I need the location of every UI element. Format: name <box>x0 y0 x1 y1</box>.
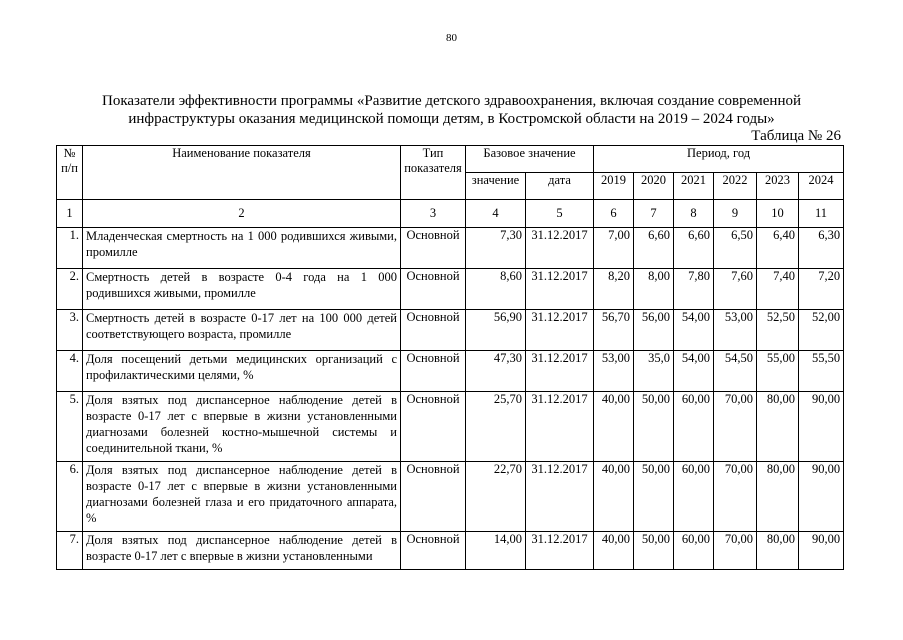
base-value: 47,30 <box>466 351 526 392</box>
row-number: 5. <box>57 392 83 462</box>
year-value: 60,00 <box>674 532 714 570</box>
indicator-type: Основной <box>401 462 466 532</box>
column-index: 2 <box>83 200 401 228</box>
column-index: 11 <box>799 200 844 228</box>
base-date: 31.12.2017 <box>526 392 594 462</box>
indicators-table <box>56 145 844 570</box>
year-value: 7,00 <box>594 228 634 269</box>
row-number: 6. <box>57 462 83 532</box>
column-index: 1 <box>57 200 83 228</box>
year-value: 6,50 <box>714 228 757 269</box>
year-value: 54,00 <box>674 351 714 392</box>
year-value: 40,00 <box>594 532 634 570</box>
year-value: 7,20 <box>799 269 844 310</box>
table-row <box>57 351 844 392</box>
column-index: 4 <box>466 200 526 228</box>
column-index: 3 <box>401 200 466 228</box>
indicator-type: Основной <box>401 532 466 570</box>
header-base-date: дата <box>526 173 594 200</box>
base-value: 25,70 <box>466 392 526 462</box>
header-year: 2023 <box>757 173 799 200</box>
column-index-row <box>57 200 844 228</box>
year-value: 40,00 <box>594 462 634 532</box>
year-value: 90,00 <box>799 462 844 532</box>
row-number: 3. <box>57 310 83 351</box>
year-value: 52,50 <box>757 310 799 351</box>
row-number: 2. <box>57 269 83 310</box>
indicator-type: Основной <box>401 351 466 392</box>
year-value: 6,60 <box>634 228 674 269</box>
header-base-value: значение <box>466 173 526 200</box>
year-value: 55,50 <box>799 351 844 392</box>
year-value: 80,00 <box>757 462 799 532</box>
page-number: 80 <box>446 32 457 44</box>
header-year: 2022 <box>714 173 757 200</box>
table-row <box>57 228 844 269</box>
indicator-name: Смертность детей в возрасте 0-17 лет на 100 000 детей соответствующего возраста, промилле <box>83 310 401 351</box>
base-value: 56,90 <box>466 310 526 351</box>
header-year: 2020 <box>634 173 674 200</box>
table-row <box>57 310 844 351</box>
year-value: 50,00 <box>634 392 674 462</box>
table-row <box>57 462 844 532</box>
base-date: 31.12.2017 <box>526 269 594 310</box>
year-value: 53,00 <box>714 310 757 351</box>
year-value: 60,00 <box>674 462 714 532</box>
column-index: 6 <box>594 200 634 228</box>
year-value: 7,60 <box>714 269 757 310</box>
year-value: 50,00 <box>634 532 674 570</box>
year-value: 8,00 <box>634 269 674 310</box>
year-value: 56,70 <box>594 310 634 351</box>
year-value: 40,00 <box>594 392 634 462</box>
document-title-line-1: Показатели эффективности программы «Развитие детского здравоохранения, включая создание современной <box>101 93 802 109</box>
year-value: 35,0 <box>634 351 674 392</box>
header-base: Базовое значение <box>466 146 594 173</box>
year-value: 70,00 <box>714 462 757 532</box>
document-title <box>60 92 843 128</box>
year-value: 90,00 <box>799 532 844 570</box>
year-value: 70,00 <box>714 392 757 462</box>
header-year: 2019 <box>594 173 634 200</box>
base-date: 31.12.2017 <box>526 532 594 570</box>
indicator-name: Доля посещений детьми медицинских организаций с профилактическими целями, % <box>83 351 401 392</box>
table-caption: Таблица № 26 <box>751 128 841 144</box>
base-date: 31.12.2017 <box>526 351 594 392</box>
header-name: Наименование показателя <box>83 146 401 200</box>
indicator-name: Доля взятых под диспансерное наблюдение детей в возрасте 0-17 лет с впервые в жизни установленными диагнозами болезней глаза и его придаточного аппарата, % <box>83 462 401 532</box>
header-year: 2021 <box>674 173 714 200</box>
year-value: 52,00 <box>799 310 844 351</box>
table-row <box>57 269 844 310</box>
year-value: 80,00 <box>757 392 799 462</box>
column-index: 5 <box>526 200 594 228</box>
header-year: 2024 <box>799 173 844 200</box>
base-value: 7,30 <box>466 228 526 269</box>
column-index: 9 <box>714 200 757 228</box>
base-date: 31.12.2017 <box>526 462 594 532</box>
indicator-type: Основной <box>401 392 466 462</box>
document-title-line-2: инфраструктуры оказания медицинской помощи детям, в Костромской области на 2019 – 2024 годы» <box>128 111 775 127</box>
row-number: 4. <box>57 351 83 392</box>
indicator-name: Младенческая смертность на 1 000 родившихся живыми, промилле <box>83 228 401 269</box>
indicator-name: Смертность детей в возрасте 0-4 года на 1 000 родившихся живыми, промилле <box>83 269 401 310</box>
row-number: 7. <box>57 532 83 570</box>
base-date: 31.12.2017 <box>526 310 594 351</box>
row-number: 1. <box>57 228 83 269</box>
year-value: 50,00 <box>634 462 674 532</box>
year-value: 70,00 <box>714 532 757 570</box>
table-row <box>57 532 844 570</box>
column-index: 10 <box>757 200 799 228</box>
base-value: 22,70 <box>466 462 526 532</box>
header-type: Тип показателя <box>401 146 466 200</box>
indicator-name: Доля взятых под диспансерное наблюдение детей в возрасте 0-17 лет с впервые в жизни установленными <box>83 532 401 570</box>
year-value: 54,50 <box>714 351 757 392</box>
column-index: 7 <box>634 200 674 228</box>
year-value: 54,00 <box>674 310 714 351</box>
column-index: 8 <box>674 200 714 228</box>
header-no: № п/п <box>57 146 83 200</box>
year-value: 6,40 <box>757 228 799 269</box>
year-value: 7,40 <box>757 269 799 310</box>
year-value: 90,00 <box>799 392 844 462</box>
base-date: 31.12.2017 <box>526 228 594 269</box>
indicator-name: Доля взятых под диспансерное наблюдение детей в возрасте 0-17 лет с впервые в жизни установленными диагнозами болезней костно-мышечной системы и соединительной ткани, % <box>83 392 401 462</box>
year-value: 7,80 <box>674 269 714 310</box>
year-value: 6,60 <box>674 228 714 269</box>
base-value: 8,60 <box>466 269 526 310</box>
year-value: 55,00 <box>757 351 799 392</box>
header-period: Период, год <box>594 146 844 173</box>
year-value: 8,20 <box>594 269 634 310</box>
year-value: 6,30 <box>799 228 844 269</box>
year-value: 56,00 <box>634 310 674 351</box>
year-value: 53,00 <box>594 351 634 392</box>
indicator-type: Основной <box>401 269 466 310</box>
base-value: 14,00 <box>466 532 526 570</box>
indicator-type: Основной <box>401 310 466 351</box>
year-value: 80,00 <box>757 532 799 570</box>
year-value: 60,00 <box>674 392 714 462</box>
indicator-type: Основной <box>401 228 466 269</box>
table-row <box>57 392 844 462</box>
